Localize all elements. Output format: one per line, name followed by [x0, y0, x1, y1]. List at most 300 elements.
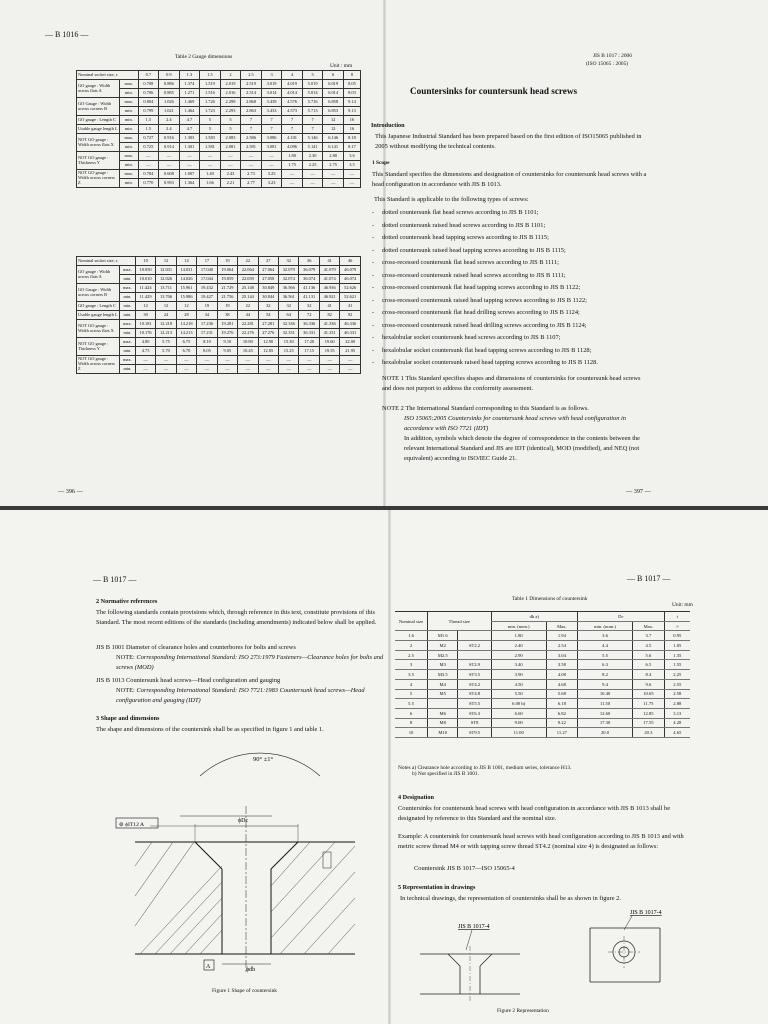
value-cell: 0.914 [159, 143, 180, 152]
value-cell: — [319, 365, 339, 374]
value-cell: 1.5 [138, 116, 159, 125]
gauge-table-2 [76, 256, 361, 374]
row-label: GO gauge : Length C [77, 302, 120, 311]
value-cell: 12.026 [156, 275, 176, 284]
scope-list-item: - cross-recessed countersunk raised head tapping screws according to JIS B 1122; [372, 296, 662, 309]
table-cell: 2.58 [664, 689, 690, 699]
value-cell: 15.25 [279, 347, 299, 356]
running-head-right: — B 1017 — [627, 574, 671, 583]
value-cell: 7 [241, 125, 262, 134]
value-cell: — [241, 161, 262, 170]
table-cell: 5.50 [491, 689, 546, 699]
limit-cell: max. [120, 98, 139, 107]
value-cell: 3.23 [261, 179, 282, 188]
value-cell: 0.916 [159, 134, 180, 143]
note1-text: This Standard specifies shapes and dimensions of countersinks for countersunk head screws and does not purport to address the conformity assessment. [382, 375, 641, 392]
example-label: Example: [398, 833, 423, 840]
scope-list-item: - cross-recessed countersunk flat head screws according to JIS B 1111; [372, 258, 662, 271]
value-cell: — [302, 170, 323, 179]
table-cell: M3.5 [428, 670, 458, 680]
running-head-left: — B 1016 — [45, 30, 89, 39]
table-row [395, 728, 690, 738]
table-cell: 4.08 [546, 670, 577, 680]
value-cell: 19.55 [319, 347, 339, 356]
table-cell: 5.5 [395, 699, 428, 709]
th-nominal: Nominal size [395, 612, 428, 631]
table-cell: 9.00 [491, 718, 546, 728]
scope-list-item: - dotted countersunk raised head screws according to JIS B 1101; [372, 221, 662, 234]
value-cell: 17.040 [197, 266, 217, 275]
gauge-row [77, 320, 361, 329]
value-cell: 12.213 [156, 329, 176, 338]
limit-cell: min. [120, 275, 136, 284]
table-cell: 3.58 [546, 660, 577, 670]
value-cell: 12 [156, 302, 176, 311]
size-cell: 5 [302, 71, 323, 80]
table-cell: 6.60 [491, 708, 546, 718]
size-cell: 27 [258, 257, 278, 266]
value-cell: 1.516 [200, 89, 221, 98]
table-cell: 2.54 [546, 641, 577, 651]
gauge-row [77, 116, 361, 125]
row-label: Usable gauge length L [77, 311, 120, 320]
value-cell: 46.936 [319, 284, 339, 293]
value-cell: 1.726 [200, 98, 221, 107]
table-cell: 10.40 [577, 689, 632, 699]
value-cell: 3.433 [261, 107, 282, 116]
size-cell: 2.5 [241, 71, 262, 80]
value-cell: 24 [156, 311, 176, 320]
value-cell: 14.213 [176, 329, 196, 338]
value-cell: 5.75 [156, 338, 176, 347]
th-dh-max: Max. [546, 621, 577, 631]
th-t-approx: ≈ [664, 621, 690, 631]
value-cell: 6.70 [176, 347, 196, 356]
gauge-row [77, 356, 361, 365]
size-cell: 14 [176, 257, 196, 266]
value-cell: 0.725 [138, 143, 159, 152]
table1-unit: Unit: mm [672, 602, 693, 608]
value-cell: 2.4 [159, 116, 180, 125]
size-cell: 41 [319, 257, 339, 266]
table-cell: 6 [395, 708, 428, 718]
intro-text: This Japanese Industrial Standard has been prepared based on the first edition of ISO15065 published in 2005 without modifying the technical contents. [375, 133, 642, 150]
table-cell: M5 [428, 689, 458, 699]
value-cell: 72 [299, 311, 319, 320]
value-cell: 17.231 [197, 329, 217, 338]
value-cell: 32.079 [279, 266, 299, 275]
value-cell: 15.986 [176, 293, 196, 302]
value-cell: 28 [176, 311, 196, 320]
size-cell: 6 [323, 71, 344, 80]
value-cell: 41.074 [319, 275, 339, 284]
value-cell: 22.276 [238, 329, 258, 338]
value-cell: — [319, 356, 339, 365]
table-cell: 5.68 [546, 689, 577, 699]
value-cell: 22 [238, 302, 258, 311]
gauge-row [77, 284, 361, 293]
size-cell: 1.3 [179, 71, 200, 80]
value-cell: 19.276 [217, 329, 237, 338]
scope-list-item: - hexalobular socket countersunk flat head tapping screws according to JIS B 1128; [372, 346, 662, 359]
running-head-right: JIS B 1017 : 2006 [593, 53, 632, 59]
size-cell: 2 [220, 71, 241, 80]
value-cell: — [343, 170, 360, 179]
value-cell: 15.961 [176, 284, 196, 293]
value-cell: — [217, 365, 237, 374]
size-cell: 1.5 [200, 71, 221, 80]
value-cell: 13.706 [156, 293, 176, 302]
ref2-note [116, 686, 384, 706]
section2-text: The following standards contain provisions which, through reference in this text, constitute provisions of this Standard. The most recent editions of the standards (including amendments) indicated below shall be applied. [96, 609, 377, 626]
value-cell: 46.074 [340, 275, 361, 284]
value-cell: 12 [135, 302, 155, 311]
table-row [395, 679, 690, 689]
gauge-row [77, 329, 361, 338]
table1-note-b: b) Not specified in JIS B 1001. [412, 771, 479, 777]
value-cell: 36.079 [299, 266, 319, 275]
row-label: NOT GO gauge : Thickness Y [77, 152, 120, 170]
table-cell: ST8 [458, 718, 491, 728]
value-cell: 3.086 [261, 134, 282, 143]
value-cell: — [302, 179, 323, 188]
table-cell: 8.4 [633, 670, 665, 680]
ref2-title: JIS B 1013 Countersunk head screws—Head configuration and gauging [96, 677, 281, 684]
value-cell: 2.75 [323, 161, 344, 170]
value-cell: — [135, 365, 155, 374]
table-unit: Unit : mm [330, 63, 353, 69]
th-dc: Dc [577, 612, 664, 622]
value-cell: 12.90 [258, 338, 278, 347]
scope-list-item: - hexalobular socket countersunk head screws according to JIS B 1107; [372, 333, 662, 346]
value-cell: 41 [340, 302, 361, 311]
value-cell: 22.281 [238, 320, 258, 329]
value-cell: 5.70 [156, 347, 176, 356]
value-cell: 0.885 [159, 89, 180, 98]
value-cell: 1.026 [159, 98, 180, 107]
value-cell: 5 [200, 125, 221, 134]
value-cell: 1.66 [200, 179, 221, 188]
section4-heading: 4 Designation [398, 794, 434, 801]
table-cell: 20.0 [577, 728, 632, 738]
gauge-row [77, 161, 361, 170]
gauge-row [77, 134, 361, 143]
table-cell: 2.5 [395, 650, 428, 660]
value-cell: 0.706 [138, 89, 159, 98]
value-cell: — [200, 152, 221, 161]
table-cell: 2.40 [491, 641, 546, 651]
table-cell: 8.2 [577, 670, 632, 680]
table-cell [458, 631, 491, 641]
scope-list-item: - cross-recessed countersunk raised head screws according to JIS B 1111; [372, 271, 662, 284]
limit-cell: min. [120, 161, 139, 170]
value-cell: 6.858 [323, 98, 344, 107]
value-cell: 8.18 [343, 134, 360, 143]
size-cell: 12 [156, 257, 176, 266]
value-cell: 46.331 [340, 329, 361, 338]
value-cell: 15.30 [279, 338, 299, 347]
value-cell: 1.581 [200, 143, 221, 152]
value-cell: 0.799 [138, 107, 159, 116]
value-cell: 10.050 [135, 266, 155, 275]
section3-heading: 3 Shape and dimensions [96, 715, 160, 722]
table-cell: 12.60 [577, 708, 632, 718]
table-row [395, 718, 690, 728]
table-cell: 1.05 [664, 641, 690, 651]
value-cell: 12.85 [258, 347, 278, 356]
scope-list [372, 208, 662, 371]
value-cell: — [279, 356, 299, 365]
scanned-page-spread-top [0, 0, 768, 506]
value-cell: — [261, 161, 282, 170]
table-cell [428, 699, 458, 709]
value-cell: 2.43 [220, 170, 241, 179]
limit-cell: max. [120, 320, 136, 329]
value-cell: 32.336 [279, 320, 299, 329]
row-label: Nominal socket size, s [77, 71, 139, 80]
table-row [395, 699, 690, 709]
scope-applicable: This Standard is applicable to the following types of screws: [374, 196, 529, 203]
value-cell: 9.10 [217, 338, 237, 347]
value-cell: — [179, 161, 200, 170]
gauge-row [77, 365, 361, 374]
value-cell: 2.586 [241, 134, 262, 143]
table-cell: ST6.3 [458, 708, 491, 718]
table-cell: ST2.2 [458, 641, 491, 651]
value-cell: 17.15 [299, 347, 319, 356]
gauge-row [77, 266, 361, 275]
value-cell: 64 [279, 311, 299, 320]
value-cell: 22.059 [238, 275, 258, 284]
table-cell: M1.6 [428, 631, 458, 641]
th-dc-max: Max. [633, 621, 665, 631]
value-cell: 19.432 [197, 284, 217, 293]
table-row [395, 641, 690, 651]
example-text: A countersink for countersunk head screws with head configuration according to JIS B 1013 and with metric screw thread M4 or with tapping screw thread ST4.2 (nominal size 4) is designated as follows: [398, 833, 684, 850]
table-cell: 2.25 [664, 670, 690, 680]
value-cell: 27.058 [258, 275, 278, 284]
value-cell: 2.298 [220, 98, 241, 107]
value-cell: 3.019 [261, 80, 282, 89]
value-cell: 6.853 [323, 107, 344, 116]
table-row [395, 670, 690, 680]
table-cell: 4 [395, 679, 428, 689]
value-cell: 14.026 [176, 275, 196, 284]
scope-list-item: - cross-recessed countersunk flat head drilling screws according to JIS B 1124; [372, 308, 662, 321]
gauge-table-1 [76, 70, 361, 188]
value-cell: 14.031 [176, 266, 196, 275]
value-cell: 41 [319, 302, 339, 311]
table-cell: 5 [395, 689, 428, 699]
note2-label: NOTE 2 [382, 405, 404, 412]
value-cell: 17.044 [197, 275, 217, 284]
value-cell: 1.519 [200, 80, 221, 89]
value-cell: 19.064 [217, 266, 237, 275]
value-cell: 2.863 [241, 107, 262, 116]
row-label: NOT GO gauge : Width across corners Z [77, 170, 120, 188]
value-cell: 12.218 [156, 320, 176, 329]
limit-cell: min. [120, 107, 139, 116]
value-cell: 36.561 [279, 293, 299, 302]
value-cell: 4.80 [135, 338, 155, 347]
value-cell: 41.131 [299, 293, 319, 302]
value-cell: 1.723 [200, 107, 221, 116]
value-cell: 3.081 [261, 143, 282, 152]
table-cell: 10.65 [633, 689, 665, 699]
value-cell: — [176, 365, 196, 374]
table-cell: 9.22 [546, 718, 577, 728]
value-cell: 34 [197, 311, 217, 320]
scope-heading: 1 Scope [372, 160, 390, 166]
value-cell: 0.727 [138, 134, 159, 143]
value-cell: 5.014 [302, 89, 323, 98]
value-cell: — [200, 161, 221, 170]
value-cell: 44 [238, 311, 258, 320]
value-cell: — [323, 170, 344, 179]
table-cell: 6.5 [633, 660, 665, 670]
value-cell: 7 [302, 125, 323, 134]
value-cell: 5.146 [302, 134, 323, 143]
value-cell: 4.019 [282, 80, 303, 89]
table-cell: 3.90 [491, 670, 546, 680]
row-label: GO gauge : Width across flats A [77, 266, 120, 284]
value-cell: — [156, 356, 176, 365]
table-cell: 1.55 [664, 660, 690, 670]
th-dh-min: min. (nom.) [491, 621, 546, 631]
value-cell: — [135, 356, 155, 365]
value-cell: 2.868 [241, 98, 262, 107]
value-cell: 8.10 [197, 338, 217, 347]
value-cell: 1.75 [282, 161, 303, 170]
scope-text: This Standard specifies the dimensions and designation of countersinks for countersunk head screws with a head configuration in accordance with JIS B 1013. [372, 171, 647, 188]
value-cell: 82 [319, 311, 339, 320]
value-cell: — [238, 365, 258, 374]
gauge-row [77, 152, 361, 161]
value-cell: 25.144 [238, 293, 258, 302]
section5-text: In technical drawings, the representation of countersinks shall be as shown in figure 2. [400, 895, 621, 902]
value-cell: 32.074 [279, 275, 299, 284]
limit-cell: min. [120, 329, 136, 338]
value-cell: 4.101 [282, 134, 303, 143]
scanned-page-spread-bottom [0, 510, 768, 1024]
value-cell: — [343, 179, 360, 188]
value-cell: 1.271 [179, 89, 200, 98]
designation-example: Countersink JIS B 1017—ISO 15065-4 [414, 865, 515, 872]
gauge-row [77, 80, 361, 89]
table-cell: 10 [395, 728, 428, 738]
value-cell: 3.5 [343, 161, 360, 170]
value-cell: 0.784 [138, 170, 159, 179]
limit-cell: min. [120, 311, 136, 320]
scope-list-item: - cross-recessed countersunk flat head tapping screws according to JIS B 1122; [372, 283, 662, 296]
row-label: NOT GO gauge : Thickness Y [77, 338, 120, 356]
table-cell: 4.4 [577, 641, 632, 651]
size-cell: 22 [238, 257, 258, 266]
value-cell: 0.608 [159, 170, 180, 179]
row-label: NOT GO gauge : Width across flats X [77, 134, 120, 152]
size-cell: 19 [217, 257, 237, 266]
value-cell: 5.713 [302, 107, 323, 116]
value-cell: — [159, 152, 180, 161]
value-cell: 30 [135, 311, 155, 320]
section5-heading: 5 Representation in drawings [398, 884, 476, 891]
value-cell: — [282, 170, 303, 179]
value-cell: 22.00 [340, 338, 361, 347]
section2-heading: 2 Normative references [96, 598, 158, 605]
size-cell: 0.9 [159, 71, 180, 80]
gauge-row [77, 179, 361, 188]
value-cell: 7 [302, 116, 323, 125]
value-cell: 1.40 [200, 170, 221, 179]
value-cell: 36.331 [299, 329, 319, 338]
limit-cell: min. [120, 89, 139, 98]
table-cell: 9.6 [633, 679, 665, 689]
value-cell: 8.17 [343, 143, 360, 152]
table-cell: 3 [395, 660, 428, 670]
value-cell: — [220, 161, 241, 170]
table-cell: M6 [428, 708, 458, 718]
table-cell: 4.5 [633, 641, 665, 651]
running-head-right-iso: (ISO 15065 : 2005) [586, 61, 629, 67]
value-cell: 17.20 [299, 338, 319, 347]
table-cell: 2.55 [664, 679, 690, 689]
size-cell: 4 [282, 71, 303, 80]
table-cell: 1.80 [491, 631, 546, 641]
value-cell: 8.03 [343, 89, 360, 98]
value-cell: 4.014 [282, 89, 303, 98]
limit-cell: max. [120, 338, 136, 347]
value-cell: 9.14 [343, 98, 360, 107]
value-cell: 13.711 [156, 284, 176, 293]
value-cell: — [176, 356, 196, 365]
figure1-countersink-drawing [110, 746, 380, 976]
gauge-row [77, 347, 361, 356]
value-cell: 7 [282, 116, 303, 125]
value-cell: 46.079 [340, 266, 361, 275]
value-cell: 4.096 [282, 143, 303, 152]
value-cell: 1.364 [179, 179, 200, 188]
table-cell: 11.00 [491, 728, 546, 738]
figure2-representation [410, 906, 710, 1006]
value-cell: — [261, 152, 282, 161]
value-cell: 6.019 [323, 80, 344, 89]
value-cell: 5 [220, 125, 241, 134]
ref1-note [116, 653, 384, 673]
value-cell: 11.429 [135, 293, 155, 302]
table-cell: 6.00 b) [491, 699, 546, 709]
table-cell: 3.40 [491, 660, 546, 670]
table-cell: 4.50 [491, 679, 546, 689]
table-cell: 8 [395, 718, 428, 728]
table-cell: 12.85 [633, 708, 665, 718]
value-cell: 8.05 [197, 347, 217, 356]
value-cell: 4.7 [179, 125, 200, 134]
ref1-title: JIS B 1001 Diameter of clearance holes and counterbores for bolts and screws [96, 644, 296, 651]
gauge-row [77, 98, 361, 107]
gauge-row [77, 89, 361, 98]
ref1-note-text: Corresponding International Standard: ISO 273:1979 Fasteners—Clearance holes for bolts and screws (MOD) [116, 654, 384, 671]
value-cell: 2.4 [159, 125, 180, 134]
value-cell: — [156, 365, 176, 374]
table-cell: 0.95 [664, 631, 690, 641]
table-cell: 3.7 [633, 631, 665, 641]
gauge-header-row [77, 71, 361, 80]
value-cell: 22.064 [238, 266, 258, 275]
ref1-note-label: NOTE: [116, 654, 135, 661]
table-cell: M2 [428, 641, 458, 651]
row-label: GO gauge : Width across flats A [77, 80, 120, 98]
limit-cell: min. [120, 125, 139, 134]
